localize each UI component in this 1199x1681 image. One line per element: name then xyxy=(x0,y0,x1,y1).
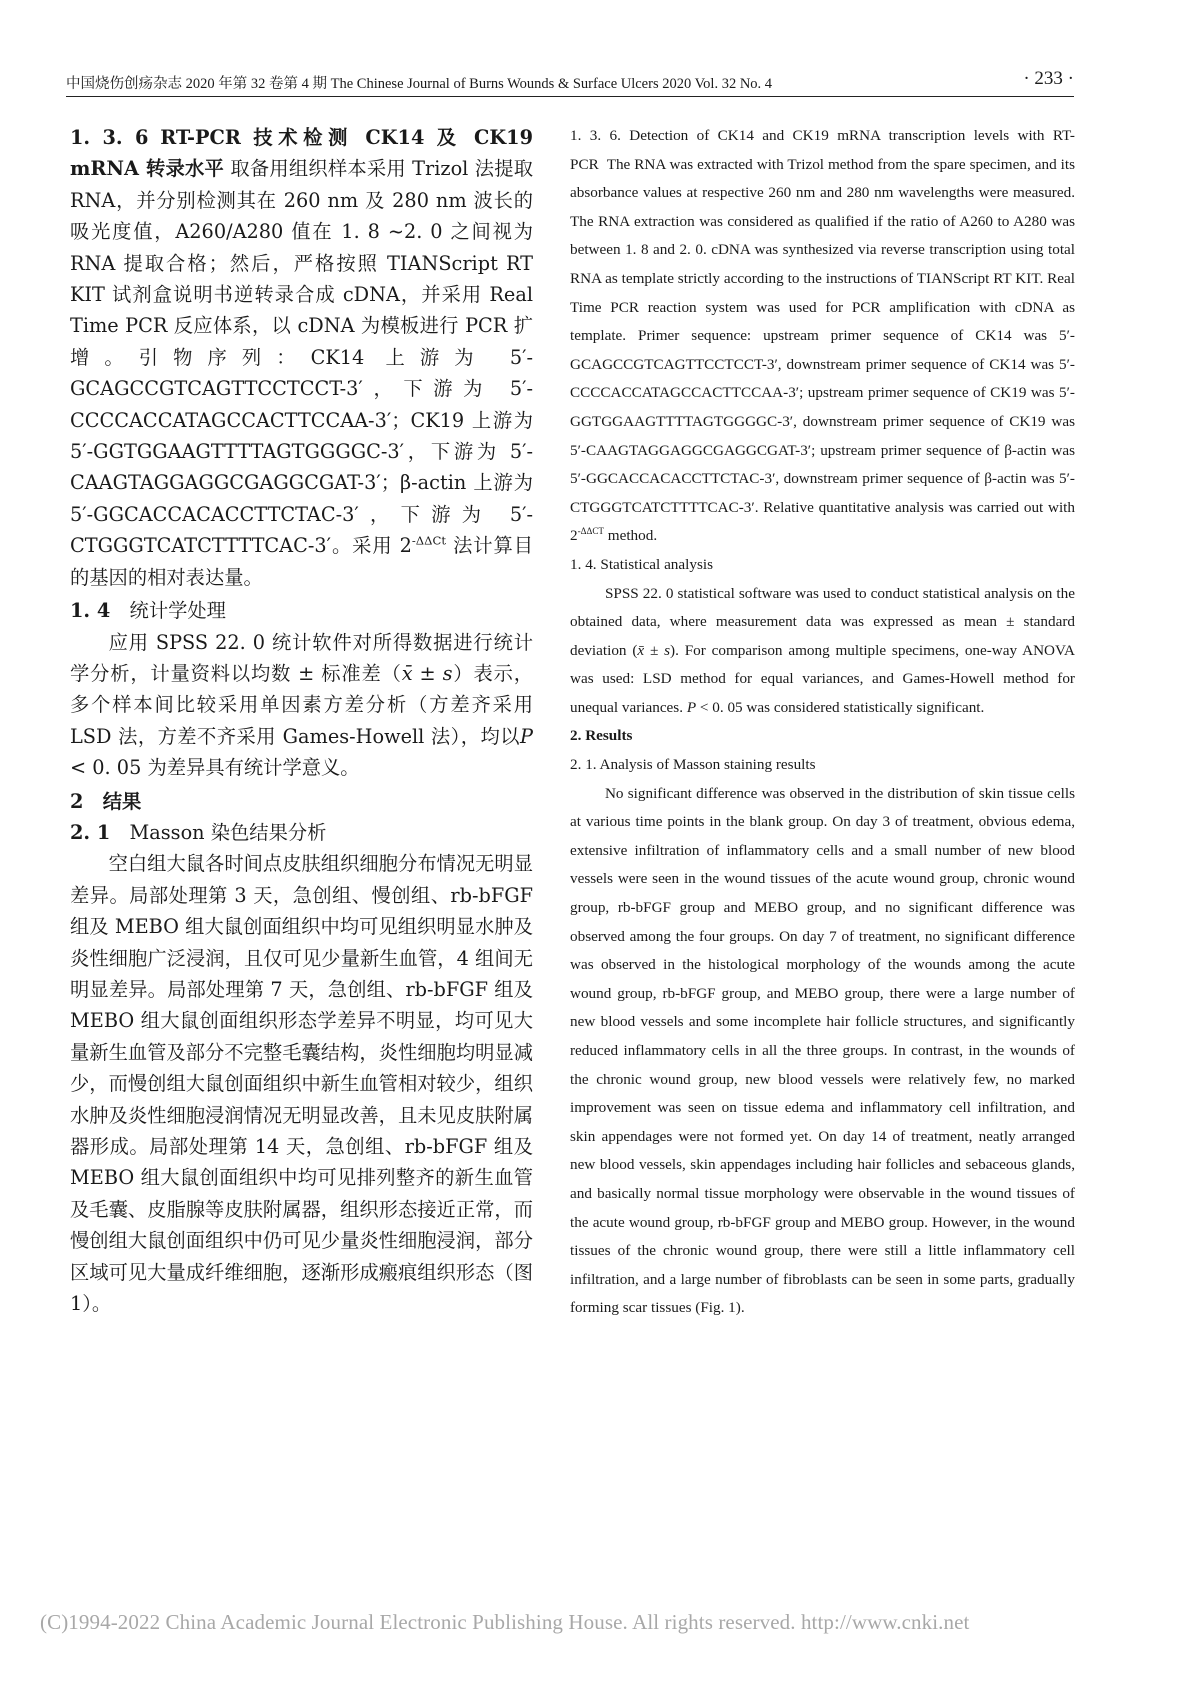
superscript: -ΔΔCt xyxy=(411,533,447,548)
section-1-3-6-en xyxy=(570,122,1075,551)
section-heading: 统计学处理 xyxy=(129,599,226,623)
math-p: P xyxy=(686,698,697,716)
paragraph-text: The RNA was extracted with Trizol method from the spare specimen, and its absorbance values at respective 260 nm and 280 nm wavelengths were measured. The RNA extraction was considered as qualified if the ratio of A260 to A280 was between 1. 8 and 2. 0. cDNA was synthesized via reverse transcription using total RNA as template strictly according to the instructions of TIANScript RT KIT. Real Time PCR reaction system was used for PCR amplification with cDNA as template. Primer sequence: upstream primer sequence of CK14 was 5′-GCAGCCGTCAGTTCCTCCT-3′, downstream primer sequence of CK14 was 5′-CCCCACCATAGCCACTTCCAA-3′; upstream primer sequence of CK19 was 5′-GGTGGAAGTTTTAGTGGGGC-3′, downstream primer sequence of CK19 was 5′-CAAGTAGGAGGCGAGGCGAT-3′; upstream primer sequence of β-actin was 5′-GGCACCACACCTTCTAC-3′, downstream primer sequence of β-actin was 5′-CTGGGTCATCTTTTCAC-3′. Relative quantitative analysis was carried out with 2 xyxy=(570,155,1075,545)
paragraph-text: < 0. 05 为差异具有统计学意义。 xyxy=(70,756,360,780)
paragraph-text: 法计算目的基因的相对表达量。 xyxy=(70,534,533,589)
section-2-heading-cn: 2 结果 xyxy=(70,789,142,813)
section-number: 1. 4 xyxy=(70,599,111,623)
section-number: 2. 1 xyxy=(70,820,111,844)
math-p: P xyxy=(520,724,533,748)
section-2-1-heading-cn xyxy=(70,817,533,848)
copyright-footer: (C)1994-2022 China Academic Journal Electronic Publishing House. All rights reserved. http://www.cnki.net xyxy=(40,1610,970,1634)
paragraph-text: ). For comparison among multiple specimens, one-way ANOVA was used: LSD method for equal variances, and Games-Howell method for unequal variances. xyxy=(570,641,1075,716)
section-heading: RT-PCR 技术检测 CK14 及 CK19 mRNA 转录水平 xyxy=(70,126,533,181)
section-2-1-body-cn: 空白组大鼠各时间点皮肤组织细胞分布情况无明显差异。局部处理第 3 天，急创组、慢创组、rb-bFGF组及 MEBO 组大鼠创面组织中均可见组织明显水肿及炎性细胞广泛浸润，且仅可见少量新生血管，4 组间无明显差异。局部处理第 7 天，急创组、rb-bFGF 组及 MEBO 组大鼠创面组织形态学差异不明显，均可见大量新生血管及部分不完整毛囊结构，炎性细胞均明显减少，而慢创组大鼠创面组织中新生血管相对较少，组织水肿及炎性细胞浸润情况无明显改善，且未见皮肤附属器形成。局部处理第 14 天，急创组、rb-bFGF 组及 MEBO 组大鼠创面组织中均可见排列整齐的新生血管及毛囊、皮脂腺等皮肤附属器，组织形态接近正常，而慢创组大鼠创面组织中仍可见少量炎性细胞浸润，部分区域可见大量成纤维细胞，逐渐形成瘢痕组织形态（图 1）。 xyxy=(70,852,533,1316)
section-1-4-heading-en: 1. 4. Statistical analysis xyxy=(570,555,713,573)
paragraph-text: 取备用组织样本采用 Trizol 法提取 RNA，并分别检测其在 260 nm 及 280 nm 波长的吸光度值，A260/A280 值在 1. 8 ~2. 0 之间视为 RNA 提取合格；然后，严格按照 TIANScript RT KIT 试剂盒说明书逆转录合成 cDNA，并采用 Real Time PCR 反应体系，以 cDNA 为模板进行 PCR 扩增。引物序列：CK14 上游为 5′-GCAGCCGTCAGTTCCTCCT-3′，下游为 5′-CCCCACCATAGCCACTTCCAA-3′；CK19 上游为 5′-GGTGGAAGTTTTAGTGGGGC-3′，下游为 5′-CAAGTAGGAGGCGAGGCGAT-3′；β-actin 上游为 5′-GGCACCACACCTTCTAC-3′，下游为 5′-CTGGGTCATCTTTTCAC-3′。采用 2 xyxy=(70,157,533,558)
paragraph-text: SPSS 22. 0 statistical software was used to conduct statistical analysis on the obtained data, where measurement data was expressed as mean ± standard deviation ( xyxy=(570,584,1075,659)
section-2-1-body-en: No significant difference was observed in the distribution of skin tissue cells at various time points in the blank group. On day 3 of treatment, obvious edema, extensive infiltration of inflammatory cells and a small number of new blood vessels were seen in the wound tissues of the acute wound group, chronic wound group, rb-bFGF group and MEBO group, and no significant difference was observed among the four groups. On day 7 of treatment, no significant difference was observed in the histological morphology of the wounds among the acute wound group, rb-bFGF group, and MEBO group, there were a large number of new blood vessels and some incomplete hair follicle structures, and significantly reduced inflammatory cells in all the three groups. In contrast, in the wounds of the chronic wound group, new blood vessels were relatively few, no marked improvement was seen on tissue edema and inflammatory cell infiltration, and skin appendages were not formed yet. On day 14 of treatment, neatly arranged new blood vessels, skin appendages including hair follicles and sebaceous glands, and basically normal tissue morphology were observable in the wound tissues of the acute wound group, rb-bFGF group and MEBO group. However, in the wound tissues of the chronic wound group, there were still a little inflammatory cell infiltration, and a large number of fibroblasts can be seen in some parts, gradually forming scar tissues (Fig. 1). xyxy=(570,784,1075,1317)
chinese-column xyxy=(70,122,533,1319)
paragraph-text: 应用 SPSS 22. 0 统计软件对所得数据进行统计学分析，计量资料以均数 ± 标准差（ xyxy=(70,630,533,685)
section-2-heading-en: 2. Results xyxy=(570,727,633,745)
superscript: -ΔΔCT xyxy=(577,526,604,537)
section-heading: 1. 3. 6. Detection of CK14 and CK19 mRNA transcription levels with RT-PCR xyxy=(570,127,1075,173)
section-1-4-heading-cn xyxy=(70,595,533,626)
section-number: 1. 3. 6 xyxy=(70,126,149,149)
section-1-4-body-cn xyxy=(70,627,533,784)
paragraph-text: < 0. 05 was considered statistically significant. xyxy=(696,698,985,716)
paragraph-text: ）表示，多个样本间比较采用单因素方差分析（方差齐采用 LSD 法，方差不齐采用 Games-Howell 法），均以 xyxy=(70,661,533,748)
section-heading: Masson 染色结果分析 xyxy=(129,820,327,844)
page-number: · 233 · xyxy=(1023,68,1074,89)
running-header xyxy=(66,66,1074,97)
journal-title: 中国烧伤创疡杂志 2020 年第 32 卷第 4 期 The Chinese Journal of Burns Wounds & Surface Ulcers 2020 Vol. 32 No. 4 xyxy=(66,76,773,92)
section-2-1-heading-en: 2. 1. Analysis of Masson staining results xyxy=(570,756,816,774)
paragraph-text: method. xyxy=(603,527,658,545)
math-mean-sd: x̄ ± s xyxy=(401,661,453,685)
english-column xyxy=(570,122,1075,1323)
math-mean-sd: x̄ ± s xyxy=(637,641,671,659)
section-1-4-body-en xyxy=(570,580,1075,723)
section-1-3-6-cn xyxy=(70,122,533,593)
